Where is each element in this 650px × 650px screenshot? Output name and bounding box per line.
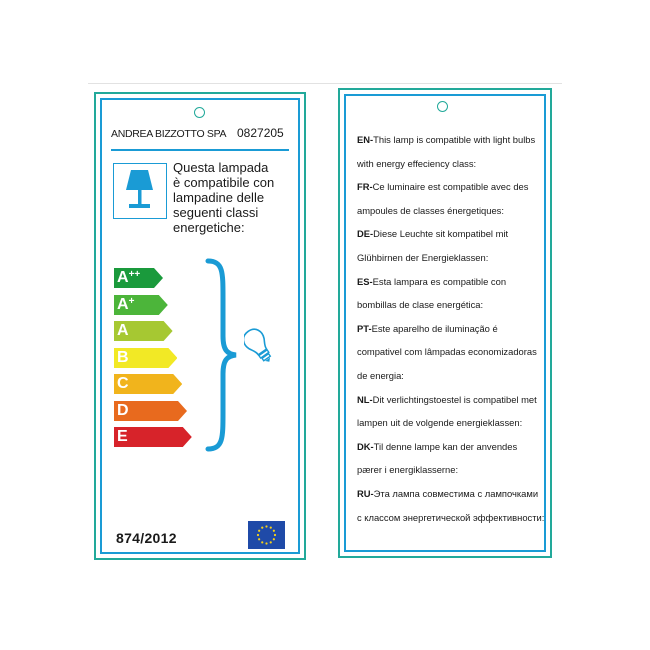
top-divider (88, 83, 562, 84)
line-text: with energy effeciency class: (357, 157, 477, 169)
energy-class-label: A (117, 322, 129, 339)
hang-hole-icon (194, 107, 205, 118)
text-line (357, 317, 543, 341)
line-text: Esta lampara es compatible con (372, 275, 507, 287)
text-line (357, 458, 543, 482)
energy-class-bar (114, 321, 173, 341)
line-text: compativel com lâmpadas economizadoras (357, 346, 537, 358)
energy-class-bar (114, 401, 187, 421)
eu-star-icon (270, 527, 272, 529)
compatibility-statement (173, 160, 291, 235)
text-line (357, 270, 543, 294)
text-line (357, 435, 543, 459)
bulb-icon (244, 324, 274, 370)
text-line (357, 482, 543, 506)
eu-star-icon (257, 534, 259, 536)
text-line (357, 152, 543, 176)
line-text: Glühbirnen der Energieklassen: (357, 251, 489, 263)
eu-star-icon (273, 538, 275, 540)
multilingual-compatibility-text (357, 128, 543, 529)
line-text: Til denne lampe kan der anvendes (373, 440, 518, 452)
text-line (357, 128, 543, 152)
language-code: ES- (357, 275, 373, 287)
compat-line: seguenti classi (173, 205, 259, 220)
energy-class-label: D (117, 401, 129, 419)
line-text: Эта лампа совместима с лампочками (373, 487, 539, 499)
text-line (357, 293, 543, 317)
line-text: Este aparelho de iluminação é (371, 322, 498, 334)
language-code: NL- (357, 393, 373, 405)
regulation-number: 874/2012 (116, 530, 177, 546)
eu-star-icon (258, 530, 260, 532)
energy-class-label: A++ (117, 269, 141, 286)
line-text: Ce luminaire est compatible avec des (372, 181, 529, 193)
energy-class-bar (114, 295, 168, 315)
product-code: 0827205 (237, 126, 284, 140)
compat-line: lampadine delle (173, 190, 265, 205)
brace-icon (205, 258, 239, 452)
line-text: ampoules de classes énergetiques: (357, 204, 504, 216)
energy-class-label: B (117, 348, 129, 366)
language-code: DK- (357, 440, 374, 452)
manufacturer-name: ANDREA BIZZOTTO SPA (111, 128, 227, 140)
language-code: EN- (357, 134, 374, 145)
text-line (357, 199, 543, 223)
eu-star-icon (261, 541, 263, 543)
lamp-icon (113, 163, 167, 219)
eu-star-icon (274, 534, 276, 536)
language-code: DE- (357, 228, 374, 240)
text-line (357, 364, 543, 388)
energy-class-bar (114, 427, 192, 447)
header-divider (111, 149, 289, 151)
energy-class-label: C (117, 375, 129, 392)
language-code: RU- (357, 487, 374, 499)
text-line (357, 246, 543, 270)
eu-star-icon (265, 542, 267, 544)
line-text: Dit verlichtingstoestel is compatibel met (372, 393, 537, 405)
line-text: Diese Leuchte sit kompatibel mit (373, 228, 509, 240)
compat-line: Questa lampada (173, 160, 269, 175)
text-line (357, 388, 543, 412)
eu-star-icon (270, 541, 272, 543)
eu-star-icon (273, 530, 275, 532)
line-text: This lamp is compatible with light bulbs (373, 134, 536, 145)
hang-hole-icon (437, 101, 448, 112)
energy-class-label: A+ (117, 295, 135, 313)
line-text: lampen uit de volgende energieklassen: (357, 417, 523, 429)
energy-class-bar (114, 268, 163, 288)
compat-line: energetiche: (173, 220, 245, 235)
language-code: PT- (357, 322, 372, 334)
line-text: de energia: (357, 369, 404, 381)
line-text: с классом энергетической эффективности: (357, 511, 545, 523)
compat-line: è compatibile con (173, 175, 275, 190)
eu-star-icon (258, 538, 260, 540)
eu-star-icon (261, 527, 263, 529)
line-text: pærer i energiklasserne: (357, 464, 459, 476)
text-line (357, 222, 543, 246)
eu-flag-icon (248, 521, 285, 549)
text-line (357, 175, 543, 199)
text-line (357, 411, 543, 435)
eu-star-icon (265, 525, 267, 527)
text-line (357, 340, 543, 364)
energy-class-bar (114, 374, 182, 394)
text-line (357, 506, 543, 530)
language-code: FR- (357, 181, 373, 193)
energy-class-bar (114, 348, 177, 368)
line-text: bombillas de clase energética: (357, 299, 484, 311)
energy-class-label: E (117, 428, 128, 445)
